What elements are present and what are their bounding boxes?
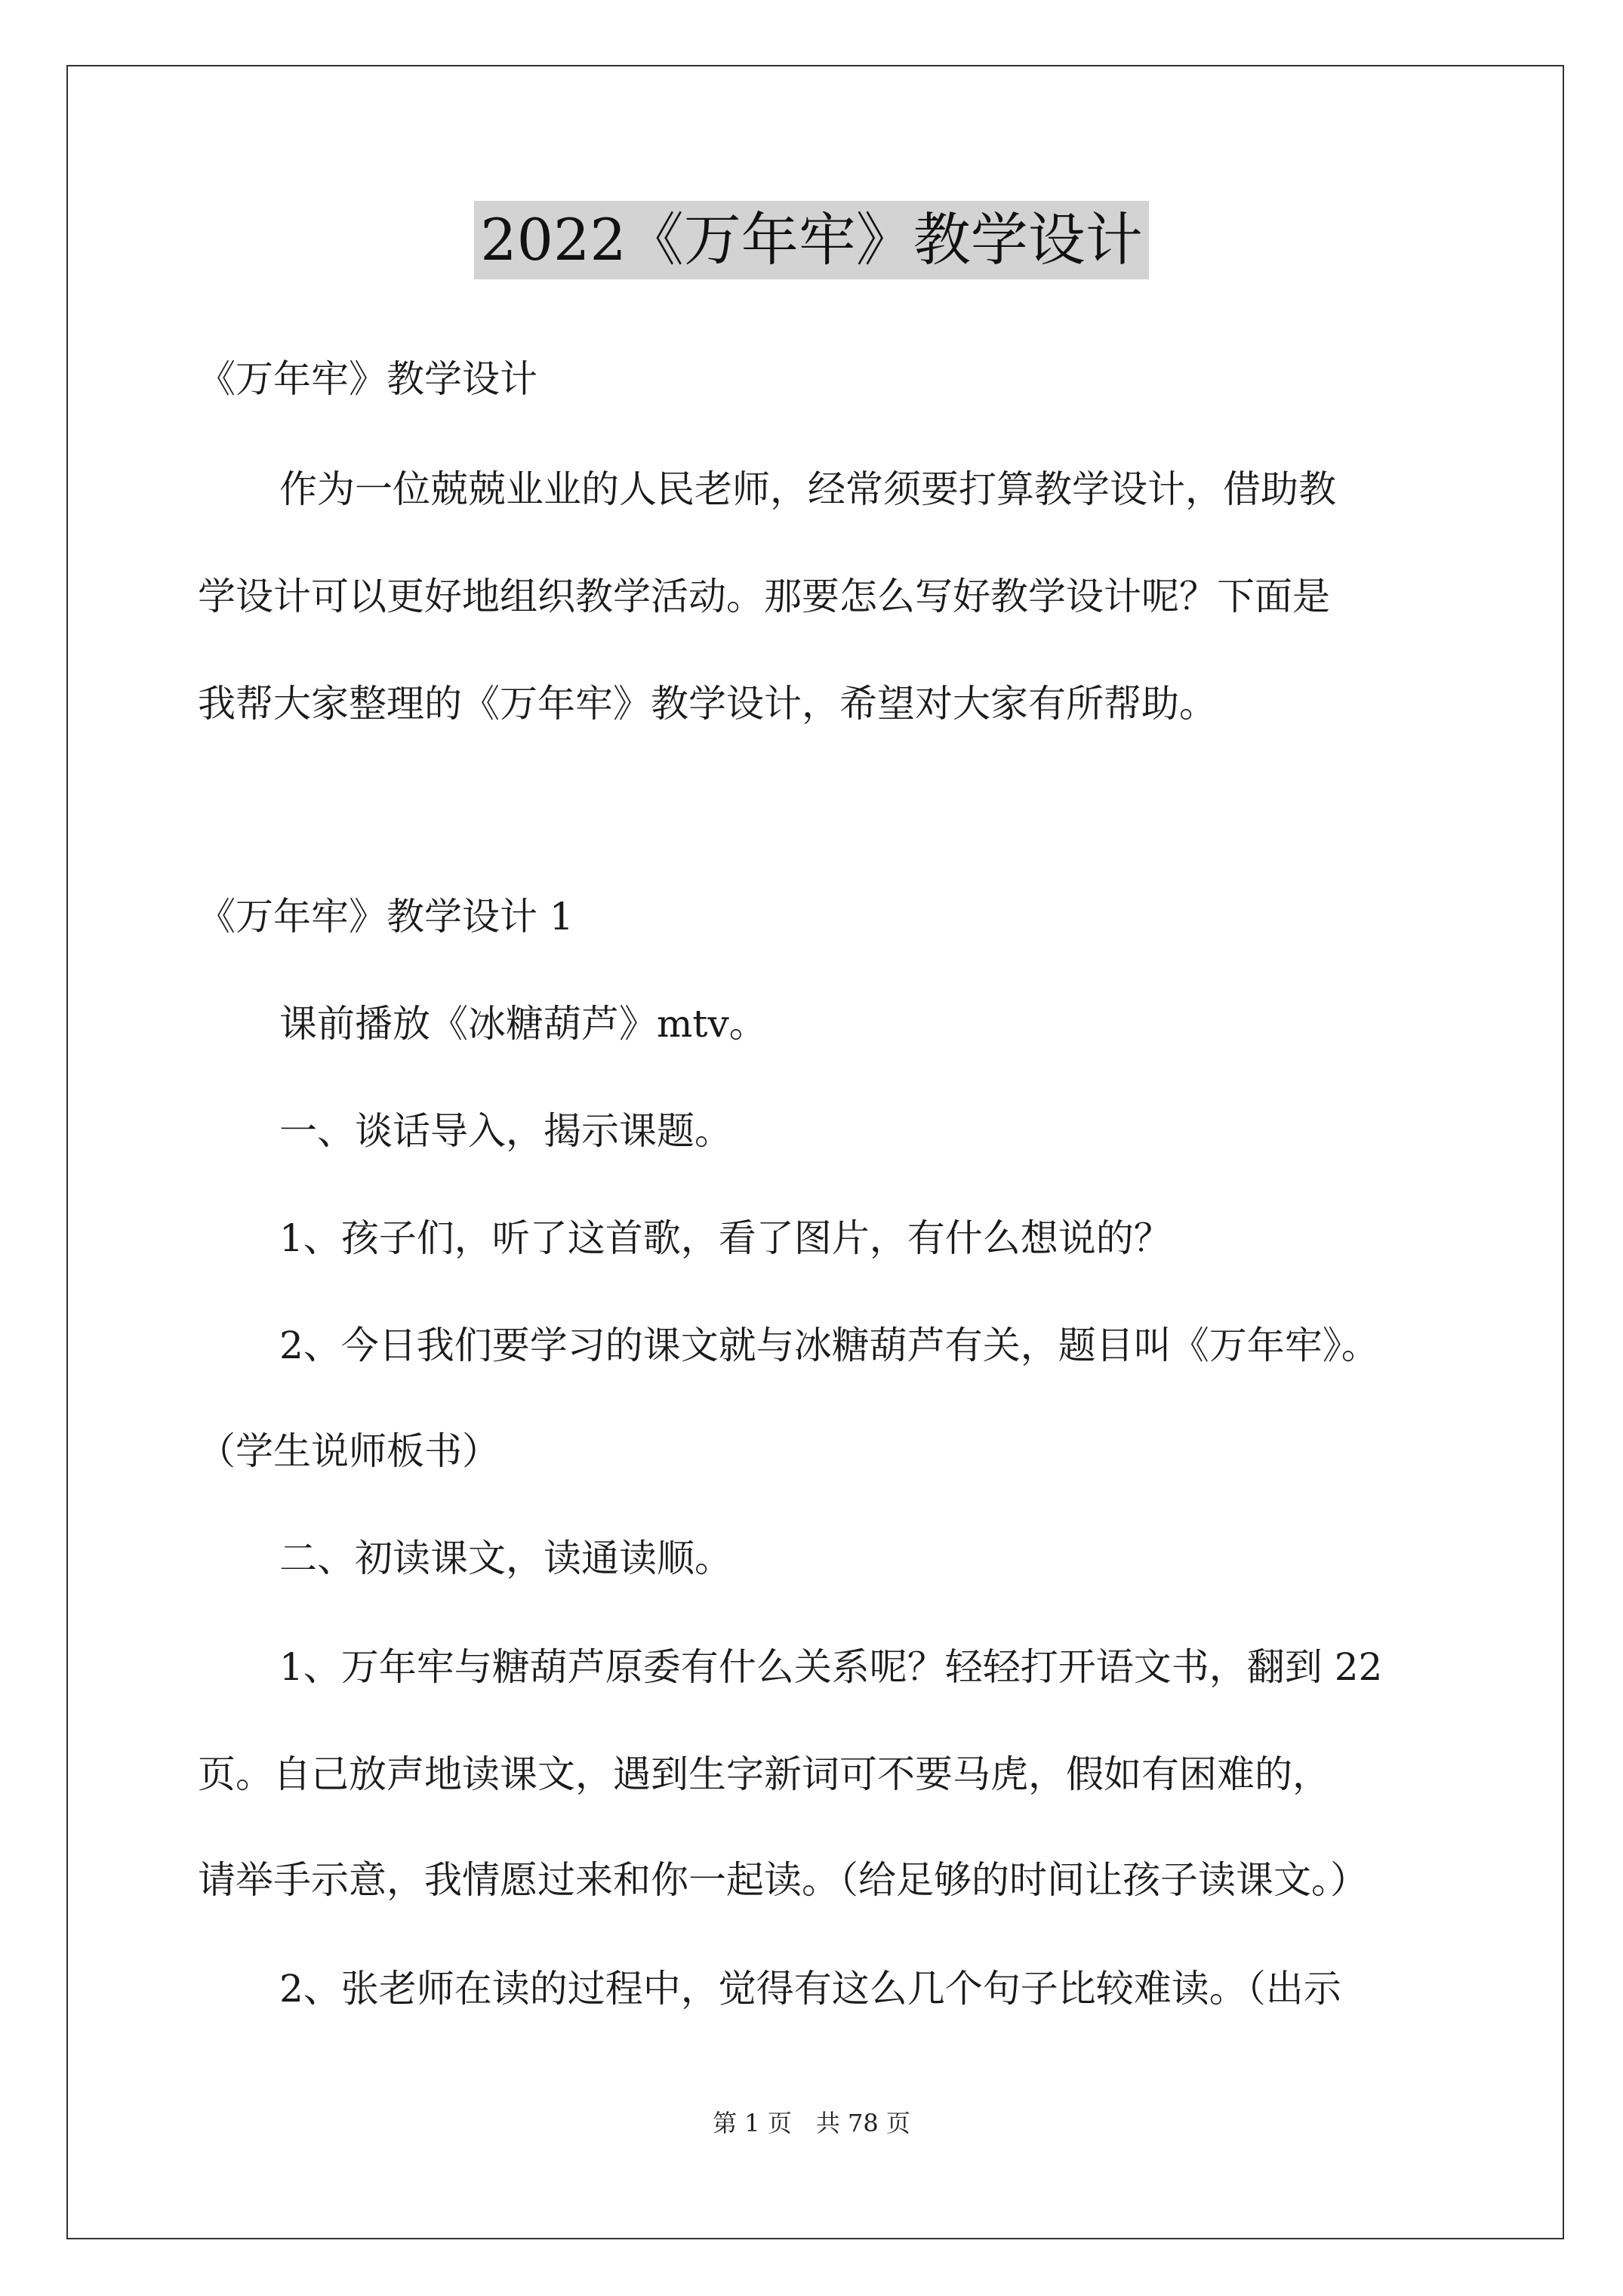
title-container [0,201,1623,279]
paragraph-line: 2、今日我们要学习的课文就与冰糖葫芦有关，题目叫《万年牢》。 [279,1324,1379,1367]
paragraph-line: （学生说师板书） [198,1429,500,1473]
subtitle-line: 《万年牢》教学设计 [198,357,537,401]
page-number-footer: 第 1 页 共 78 页 [713,2109,910,2137]
paragraph-line: 一、谈话导入，揭示课题。 [279,1109,732,1153]
paragraph-line: 二、初读课文，读通读顺。 [279,1536,732,1580]
paragraph-line: 作为一位兢兢业业的人民老师，经常须要打算教学设计，借助教 [279,467,1336,511]
section-heading: 《万年牢》教学设计 1 [198,895,574,938]
paragraph-line: 学设计可以更好地组织教学活动。那要怎么写好教学设计呢？下面是 [198,575,1330,618]
paragraph-line: 2、张老师在读的过程中，觉得有这么几个句子比较难读。（出示 [279,1967,1341,2011]
paragraph-line: 页。自己放声地读课文，遇到生字新词可不要马虎，假如有困难的， [198,1752,1330,1796]
paragraph-line: 课前播放《冰糖葫芦》mtv。 [279,1002,767,1046]
paragraph-line: 我帮大家整理的《万年牢》教学设计，希望对大家有所帮助。 [198,682,1217,726]
paragraph-line: 请举手示意，我情愿过来和你一起读。（给足够的时间让孩子读课文。） [198,1858,1368,1902]
paragraph-line: 1、万年牢与糖葫芦原委有什么关系呢？轻轻打开语文书，翻到 22 [279,1645,1383,1689]
document-title: 2022《万年牢》教学设计 [474,201,1148,279]
paragraph-line: 1、孩子们，听了这首歌，看了图片，有什么想说的？ [279,1216,1172,1260]
